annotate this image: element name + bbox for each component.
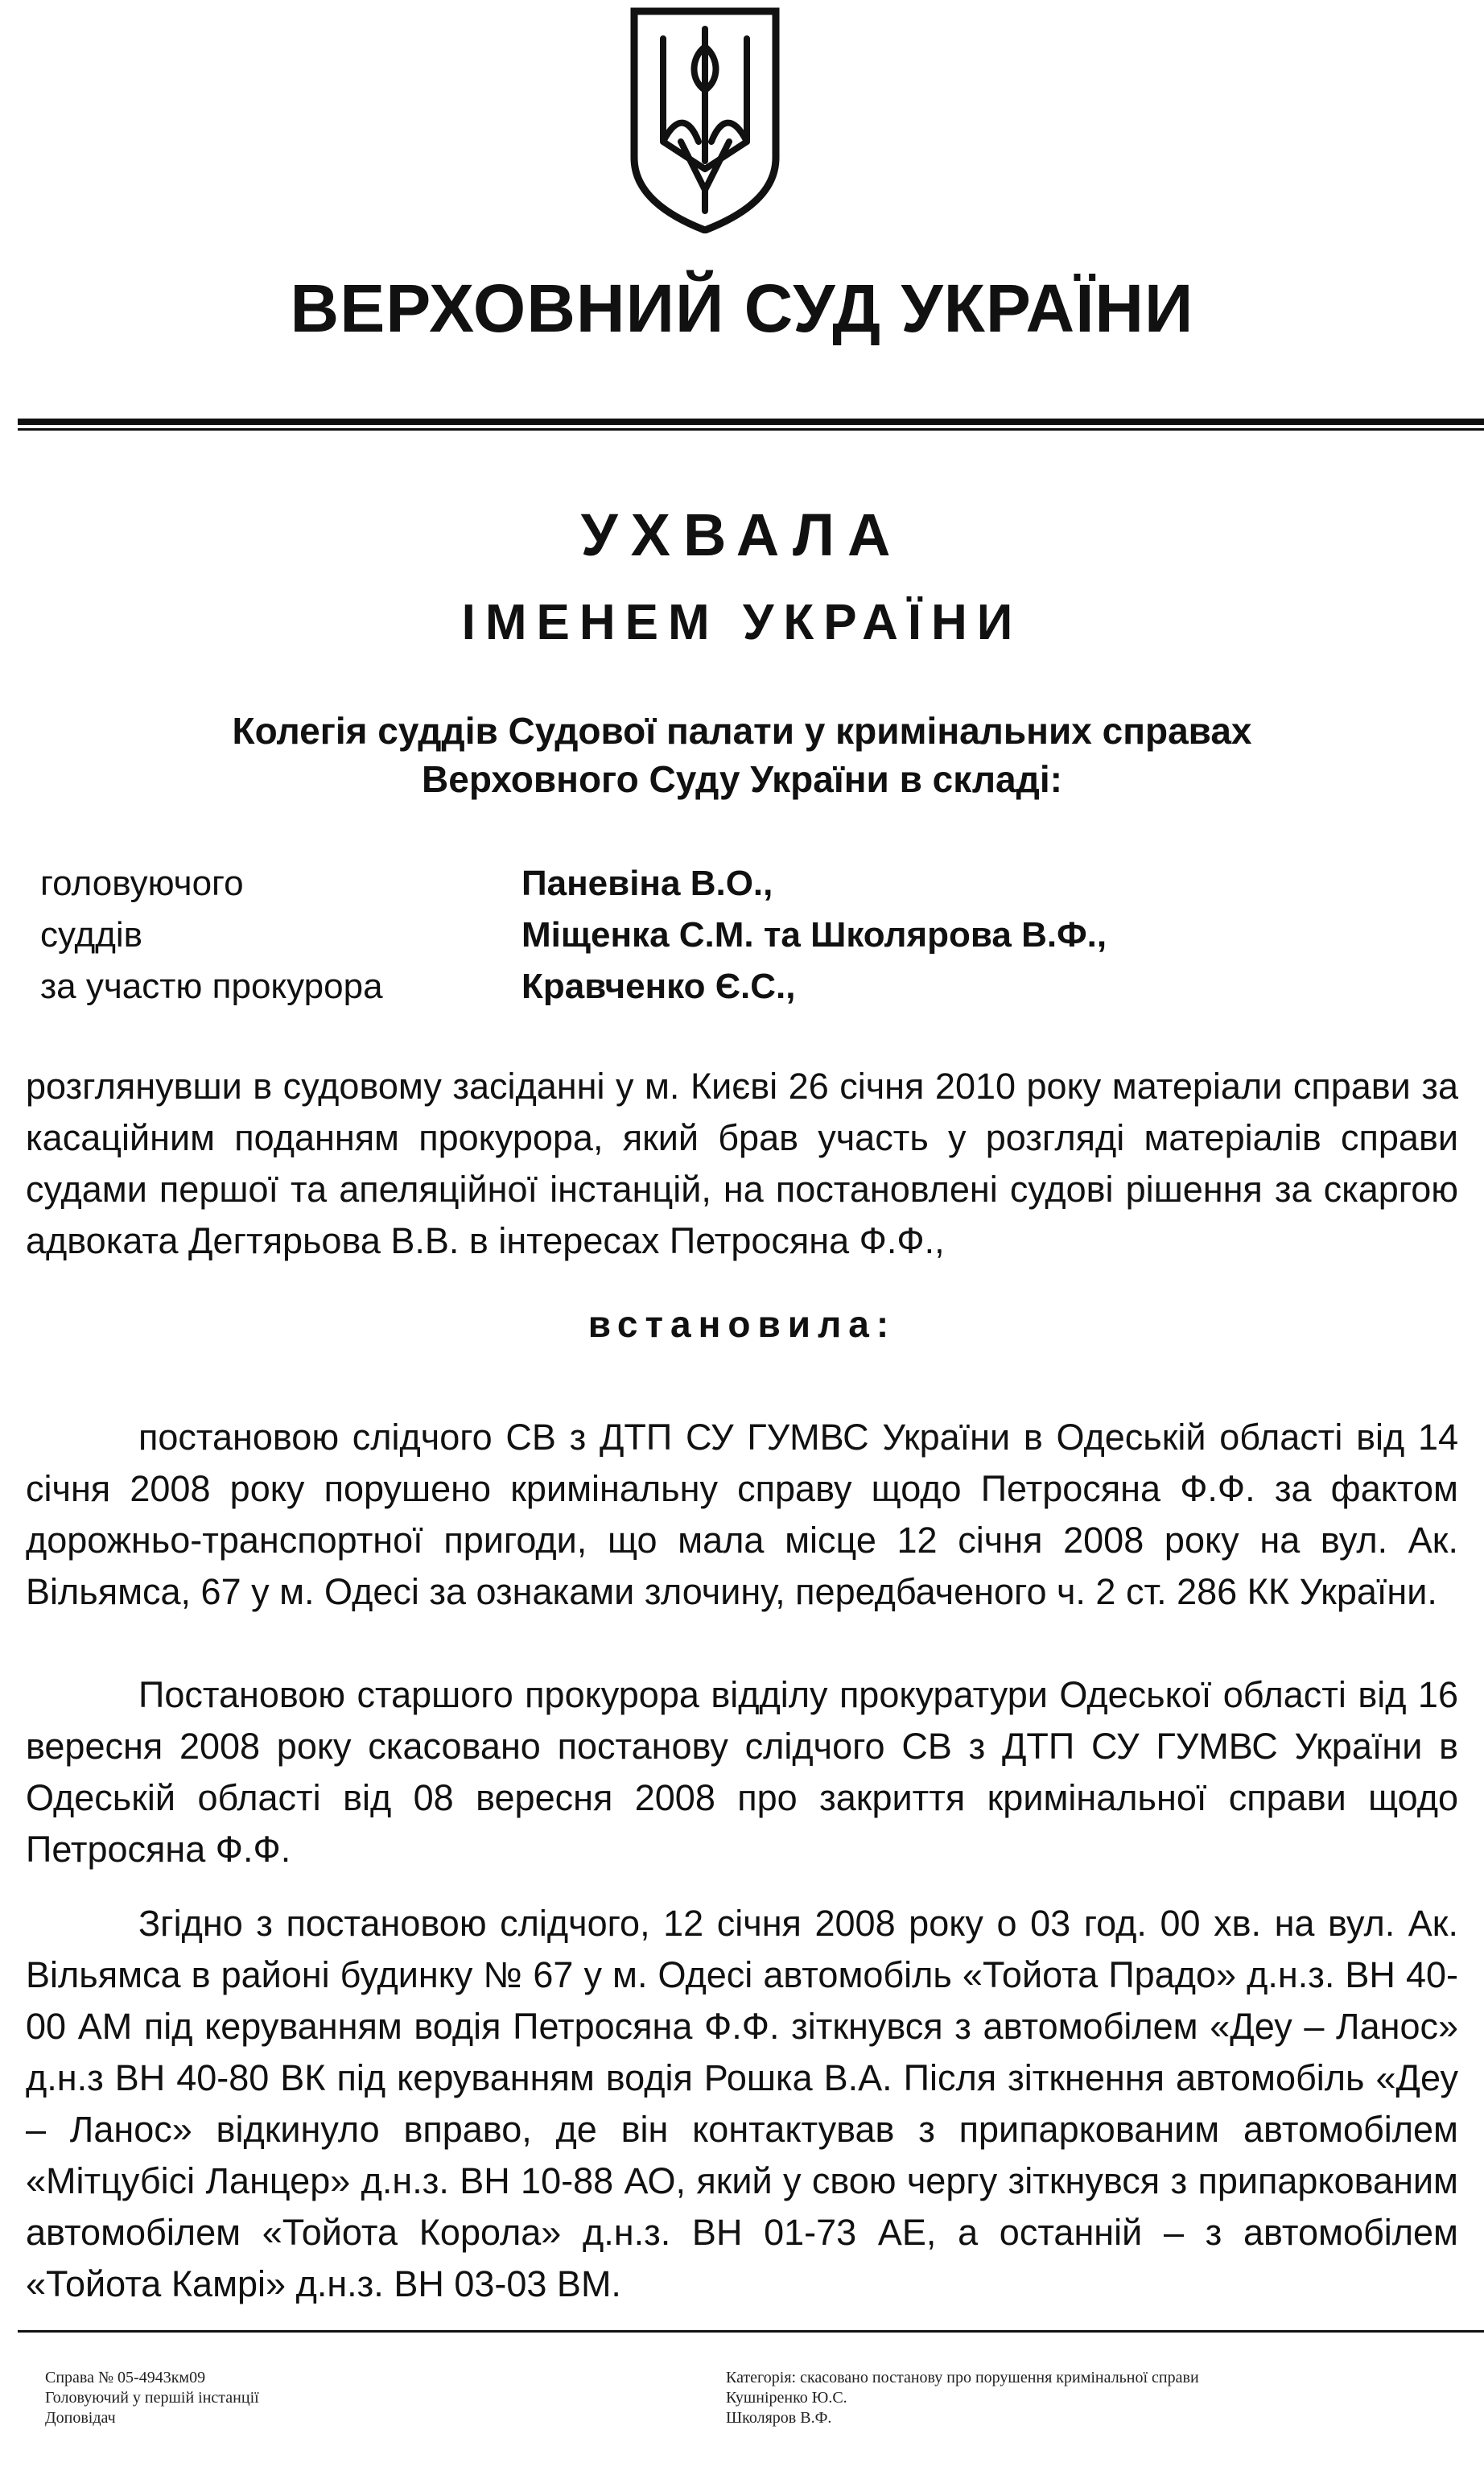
composition-role: суддів (40, 915, 143, 955)
collegium-line-1: Колегія суддів Судової палати у кримінальних справах (232, 710, 1252, 752)
case-category: Категорія: скасовано постанову про порушення кримінальної справи (726, 2369, 1199, 2386)
coat-of-arms-emblem (625, 0, 785, 233)
preamble-paragraph: розглянувши в судовому засіданні у м. Києві 26 січня 2010 року матеріали справи за касаційним поданням прокурора, який брав участь у розгляді матеріалів справи судами першої та апеляційної інстанцій, на постановлені судові рішення за скаргою адвоката Дегтярьова В.В. в інтересах Петросяна Ф.Ф., (26, 1066, 1458, 1261)
collegium-heading (0, 707, 1484, 803)
header-rule-thick (18, 419, 1484, 425)
header-rule-thin (18, 428, 1484, 431)
composition-role: за участю прокурора (40, 967, 383, 1006)
footer-rule (18, 2330, 1484, 2333)
footer-left (45, 2368, 259, 2428)
document-subtitle: ІМЕНЕМ УКРАЇНИ (461, 595, 1023, 650)
composition-role: головуючого (40, 864, 244, 903)
rapporteur-label: Доповідач (45, 2409, 116, 2427)
rapporteur-name: Школяров В.Ф. (726, 2409, 832, 2427)
body-paragraph: постановою слідчого СВ з ДТП СУ ГУМВС України в Одеській області від 14 січня 2008 року порушено кримінальну справу щодо Петросяна Ф.Ф. за фактом дорожньо-транспортної пригоди, що мала місце 12 січня 2008 року на вул. Ак. Вільямса, 67 у м. Одесі за ознаками злочину, передбаченого ч. 2 ст. 286 КК України. (26, 1417, 1458, 1612)
court-name: ВЕРХОВНИЙ СУД УКРАЇНИ (290, 270, 1194, 346)
first-instance-judge: Головуючий у першій інстанції (45, 2389, 259, 2407)
body-paragraph: Постановою старшого прокурора відділу прокуратури Одеської області від 16 вересня 2008 року скасовано постанову слідчого СВ з ДТП СУ ГУМВС України в Одеській області від 08 вересня 2008 про закриття кримінальної справи щодо Петросяна Ф.Ф. (26, 1674, 1458, 1870)
case-number: Справа № 05-4943км09 (45, 2369, 206, 2386)
composition-name: Кравченко Є.С., (521, 967, 796, 1006)
collegium-line-2: Верховного Суду України в складі: (422, 758, 1062, 800)
document-type-title: УХВАЛА (580, 501, 904, 568)
composition-name: Паневіна В.О., (521, 864, 773, 903)
first-instance-judge-name: Кушніренко Ю.С. (726, 2389, 847, 2407)
footer-right (726, 2368, 1199, 2428)
body-paragraph: Згідно з постановою слідчого, 12 січня 2008 року о 03 год. 00 хв. на вул. Ак. Вільямса в районі будинку № 67 у м. Одесі автомобіль «Тойота Прадо» д.н.з. ВН 40-00 АМ під керуванням водія Петросяна Ф.Ф. зіткнувся з автомобілем «Деу – Ланос» д.н.з ВН 40-80 ВК під керуванням водія Рошка В.А. Після зіткнення автомобіль «Деу – Ланос» відкинуло вправо, де він контактував з припаркованим автомобілем «Мітцубісі Ланцер» д.н.з. ВН 10-88 АО, який у свою чергу зіткнувся з припаркованим автомобілем «Тойота Корола» д.н.з. ВН 01-73 АЕ, а останній – з автомобілем «Тойота Камрі» д.н.з. ВН 03-03 ВМ. (26, 1903, 1458, 2304)
composition-name: Міщенка С.М. та Школярова В.Ф., (521, 915, 1107, 955)
established-label: встановила: (587, 1303, 897, 1345)
